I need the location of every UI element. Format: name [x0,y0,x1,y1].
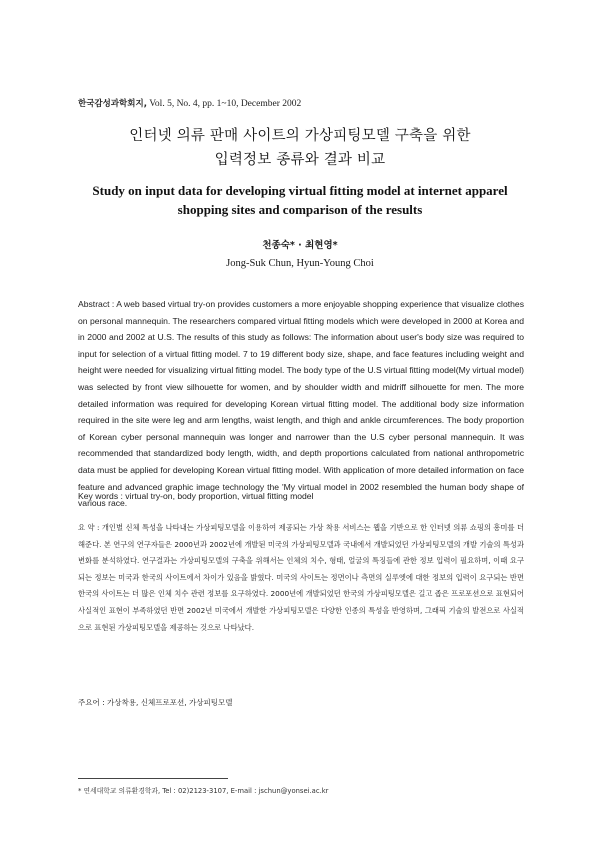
keywords-label: Key words [78,491,119,501]
abstract-label: Abstract [78,299,110,309]
journal-citation [78,97,301,109]
korean-summary [78,520,524,636]
abstract-text: : A web based virtual try-on provides customers a more enjoyable shopping experience that visualize clothes on personal mannequin. The researchers compared virtual fitting models which were developed in 2000 at Korea and in 2000 and 2002 at U.S. The results of this study as follows: The information about user's body size was required to input for selection of a virtual fitting model. 7 to 19 different body size, shape, and face features including weight and height were needed for visualizing virtual fitting model. The body type of the U.S virtual fitting model(My virtual model) was selected by front view silhouette for women, and by shoulder width and midriff silhouette for men. The more detailed information was required for developing Korean virtual fitting model. The additional body size information required in the site were leg and arm lengths, waist length, and thigh and ankle circumferences. The body proportion of Korean cyber personal mannequin was longer and narrower than the U.S cyber personal mannequin. It was recommended that standardized body length, width, and depth proportions calculated from national anthropometric data must be applied for developing Korean virtual fitting model. With application of more detailed information on face feature and advanced graphic image technology the 'My virtual model in 2002 resembled the human body shape of various race. [78,299,524,509]
summary-text: : 개인별 신체 특성을 나타내는 가상피팅모델을 이용하여 제공되는 가상 착용 서비스는 웹을 기반으로 한 인터넷 의류 쇼핑의 흥미를 더해준다. 본 연구의 연구자들은 2000년과 2002년에 개발된 미국의 가상피팅모델과 국내에서 개발되었던 가상피팅모델의 개발 기술의 특성과 변화를 분석하였다. 연구결과는 가상피팅모델의 구축을 위해서는 인체의 치수, 형태, 얼굴의 특징들에 관한 정보 입력이 필요하며, 이때 요구되는 정보는 미국과 한국의 사이트에서 차이가 있음을 밝혔다. 미국의 사이트는 정면이나 측면의 실루엣에 대한 정보의 입력이 요구되는 반면 한국의 사이트는 더 많은 인체 치수 관련 정보를 요구하였다. 2000년에 개발되었던 한국의 가상피팅모델은 길고 좁은 프로포션으로 표현되어 사실적인 표현이 부족하였던 반면 2002년 미국에서 개발한 가상피팅모델은 다양한 인종의 특성을 반영하며, 그래픽 기술의 발전으로 사실적으로 표현된 가상피팅모델을 제공하는 것으로 나타났다. [78,523,524,632]
korean-keywords-label: 주요어 [78,698,100,707]
citation-info: Vol. 5, No. 4, pp. 1~10, December 2002 [146,99,302,109]
korean-keywords [78,697,233,708]
abstract [78,296,524,512]
korean-title-line-2: 입력정보 종류와 결과 비교 [214,152,386,168]
summary-label: 요 약 [78,523,95,532]
korean-keywords-text: : 가상착용, 신체프로포션, 가상피팅모델 [99,698,233,707]
journal-name: 한국감성과학회지, [78,99,147,109]
authors-korean: 천종숙* · 최현영* [262,240,338,251]
footnote: * 연세대학교 의류환경학과, Tel : 02)2123-3107, E-mail : jschun@yonsei.ac.kr [78,787,329,795]
english-title: Study on input data for developing virtual fitting model at internet apparel shopping sites and comparison of the results [92,183,508,217]
keywords-text: : virtual try-on, body proportion, virtual fitting model [118,491,314,501]
korean-title-line-1: 인터넷 의류 판매 사이트의 가상피팅모델 구축을 위한 [129,128,471,144]
authors-english: Jong-Suk Chun, Hyun-Young Choi [226,258,374,269]
footnote-divider [78,778,228,779]
keywords [78,491,313,501]
